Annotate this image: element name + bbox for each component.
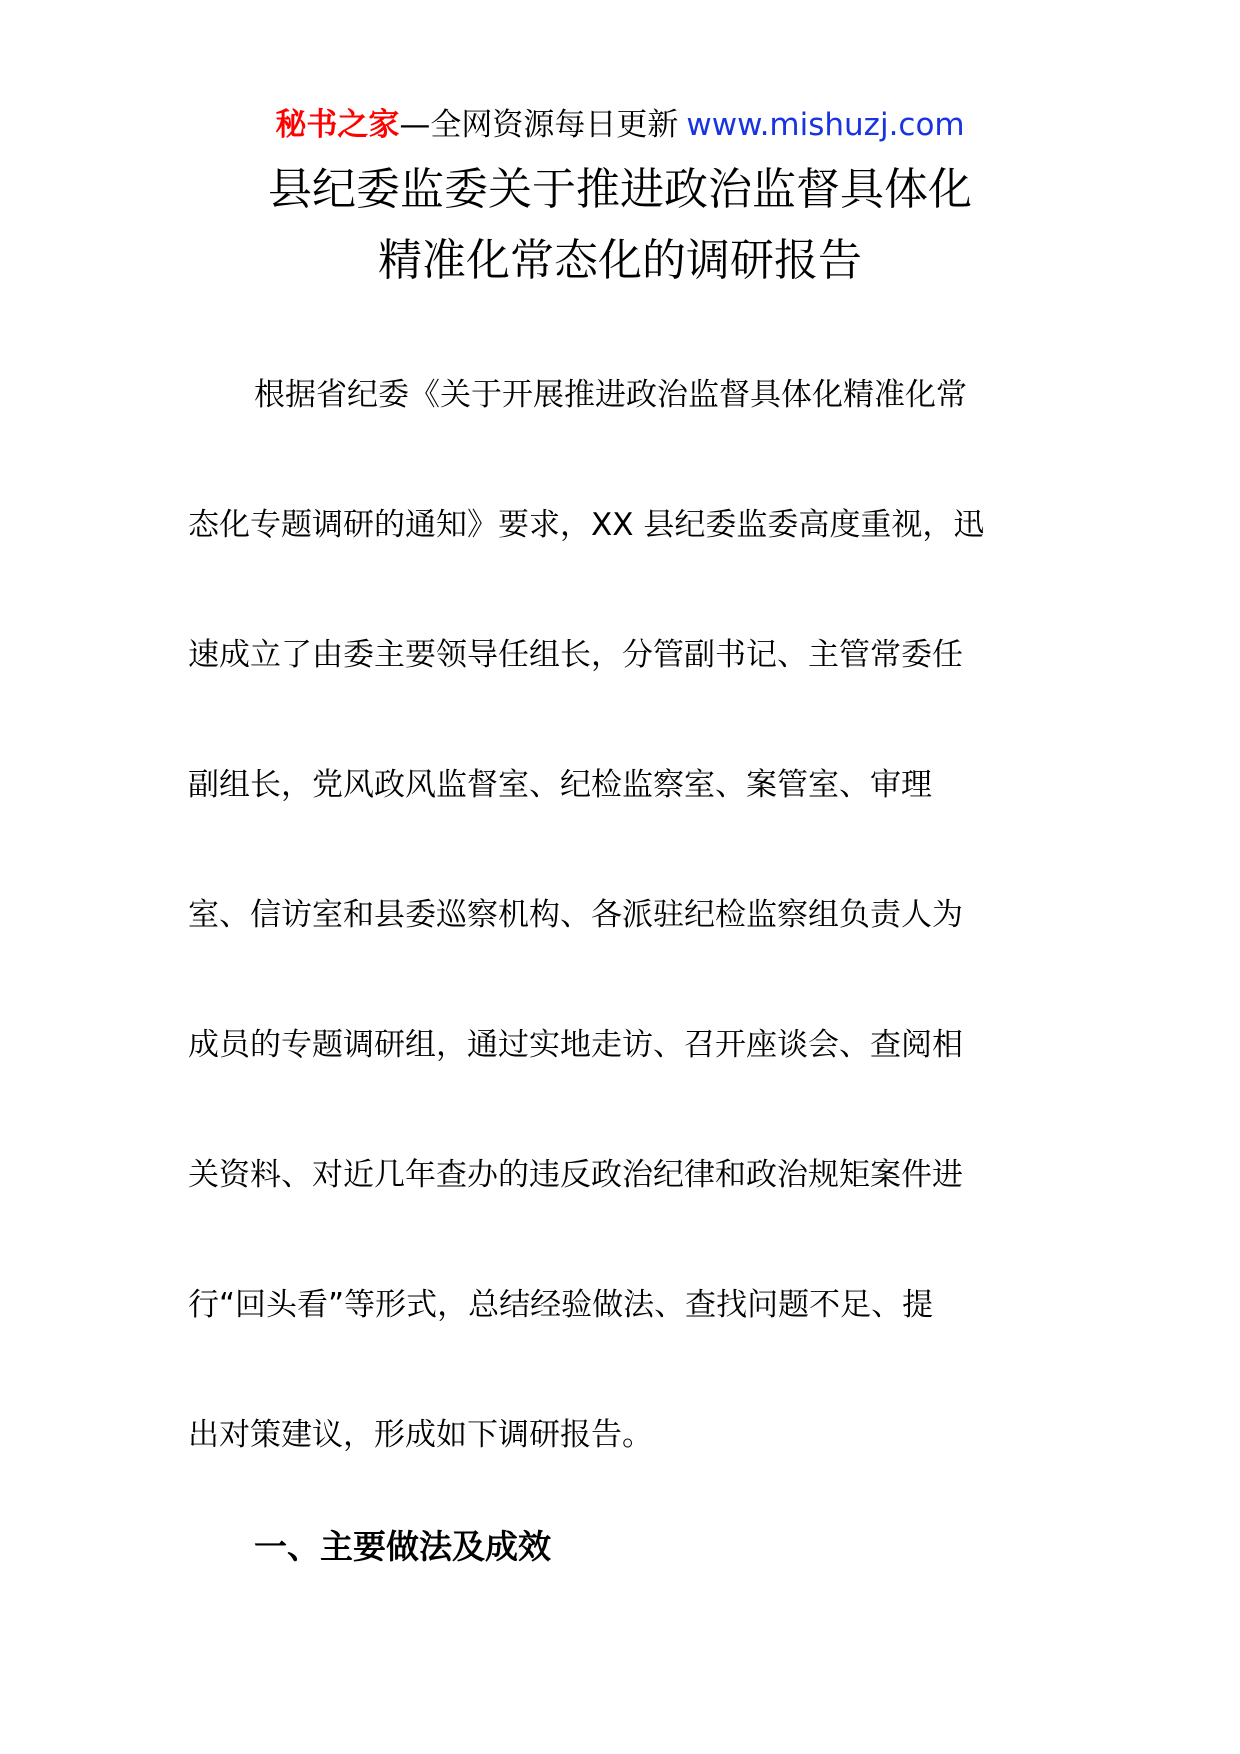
brand-name: 秘书之家 [275, 107, 400, 143]
body-line-5: 室、信访室和县委巡察机构、各派驻纪检监察组负责人为 [188, 897, 963, 933]
body-line-6: 成员的专题调研组，通过实地走访、召开座谈会、查阅相 [188, 1027, 963, 1063]
document-title-line-2: 精准化常态化的调研报告 [378, 235, 862, 286]
document-title-line-1: 县纪委监委关于推进政治监督具体化 [268, 164, 972, 215]
body-line-1: 根据省纪委《关于开展推进政治监督具体化精准化常 [254, 377, 967, 413]
body-line-4: 副组长，党风政风监督室、纪检监察室、案管室、审理 [188, 767, 932, 803]
site-url-link[interactable]: www.mishuzj.com [686, 107, 965, 143]
site-tagline: —全网资源每日更新 [399, 107, 679, 143]
body-line-3: 速成立了由委主要领导任组长，分管副书记、主管常委任 [188, 637, 963, 673]
body-line-2: 态化专题调研的通知》要求，XX 县纪委监委高度重视，迅 [188, 507, 985, 543]
body-line-7: 关资料、对近几年查办的违反政治纪律和政治规矩案件进 [188, 1157, 963, 1193]
body-line-9: 出对策建议，形成如下调研报告。 [188, 1417, 653, 1453]
site-header [0, 100, 1240, 150]
body-line-8: 行“回头看”等形式，总结经验做法、查找问题不足、提 [188, 1287, 934, 1323]
section-heading: 一、主要做法及成效 [254, 1527, 551, 1566]
